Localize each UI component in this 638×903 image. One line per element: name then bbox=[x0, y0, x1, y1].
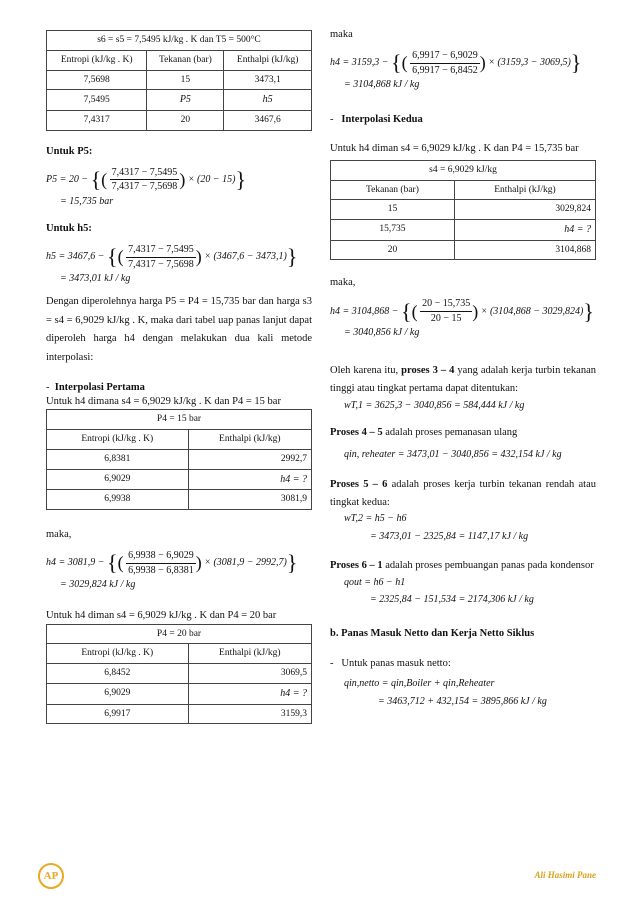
table-cell: 6,9938 bbox=[47, 490, 189, 510]
bullet-dash: - bbox=[46, 381, 55, 393]
result-h4-third: = 3040,856 kJ / kg bbox=[344, 327, 420, 339]
table-cell: 15,735 bbox=[331, 220, 455, 241]
table-s4 bbox=[330, 160, 596, 261]
section-b-heading: b. Panas Masuk Netto dan Kerja Netto Siklus bbox=[330, 627, 535, 639]
fraction bbox=[126, 243, 196, 271]
eq-part: × (20 − 15) bbox=[187, 174, 236, 186]
denominator: 6,9917 − 6,8452 bbox=[412, 64, 478, 76]
text: yang adalah kerja turbin tekanan tinggi atau tingkat pertama dapat ditentukan: bbox=[330, 364, 597, 395]
equation-h5: h5 = 3467,6 − {( $\frac{7,4317 - 7,5495}{7,4317 - 7,5698}$ ) × (3467,6 − 3473,1)} bbox=[46, 244, 298, 270]
table-cell: 6,9917 bbox=[47, 704, 189, 724]
heading-interp1: Interpolasi Pertama bbox=[54, 381, 145, 393]
table-row bbox=[47, 449, 312, 469]
text: adalah proses pemanasan ulang bbox=[385, 427, 518, 439]
table-caption: P4 = 20 bar bbox=[47, 624, 312, 644]
table-cell: 20 bbox=[147, 110, 224, 130]
table-cell: 3473,1 bbox=[224, 70, 312, 90]
interp2-desc: Untuk h4 diman s4 = 6,9029 kJ/kg . K dan P4 = 15,735 bar bbox=[330, 142, 579, 154]
numerator: 20 − 15,735 bbox=[420, 297, 472, 312]
text-bold: proses 3 – 4 bbox=[401, 364, 455, 376]
table-caption: s6 = s5 = 7,5495 kJ/kg . K dan T5 = 500°C bbox=[47, 31, 312, 51]
text-bold: Proses 5 – 6 bbox=[330, 478, 388, 490]
table-header: Enthalpi (kJ/kg) bbox=[188, 644, 311, 664]
equation-h4-third: h4 = 3104,868 − {( $\frac{20 - 15,735}{20 - 15}$ ) × (3104,868 − 3029,824)} bbox=[330, 298, 594, 324]
table-header: Enthalpi (kJ/kg) bbox=[454, 180, 595, 200]
table-cell: 3081,9 bbox=[188, 490, 311, 510]
table-caption: P4 = 15 bar bbox=[47, 410, 312, 430]
table-cell: 6,8452 bbox=[47, 664, 189, 684]
result-wt2: = 3473,01 − 2325,84 = 1147,17 kJ / kg bbox=[370, 530, 529, 542]
table-header: Entropi (kJ/kg . K) bbox=[47, 430, 189, 450]
numerator: 7,4317 − 7,5495 bbox=[126, 243, 196, 258]
section-heading bbox=[330, 113, 596, 127]
table-cell: 20 bbox=[331, 240, 455, 260]
table-cell: 15 bbox=[147, 70, 224, 90]
eq-part: h4 = 3081,9 − bbox=[46, 557, 105, 569]
table-cell: 6,8381 bbox=[47, 449, 189, 469]
table-cell: 6,9029 bbox=[47, 684, 189, 705]
table-cell: h5 bbox=[224, 90, 312, 111]
result-p5: = 15,735 bar bbox=[60, 195, 114, 207]
table-row bbox=[47, 664, 312, 684]
table-cell: h4 = ? bbox=[454, 220, 595, 241]
numerator: 6,9917 − 6,9029 bbox=[410, 49, 480, 64]
table-header: Tekanan (bar) bbox=[147, 50, 224, 70]
table-p15 bbox=[46, 409, 312, 510]
table-cell: 3467,6 bbox=[224, 110, 312, 130]
paragraph-proses61 bbox=[330, 557, 596, 575]
heading-h5: Untuk h5: bbox=[46, 223, 92, 235]
paragraph: Dengan diperolehnya harga P5 = P4 = 15,735 bar dan harga s3 = s4 = 6,9029 kJ/kg . K, maka dari tabel uap panas lanjut dapat diperoleh harga h4 dengan melakukan dua kali metode interpolasi: bbox=[46, 296, 312, 363]
left-column bbox=[46, 30, 312, 724]
heading-p5: Untuk P5: bbox=[46, 145, 93, 157]
table-cell: 3104,868 bbox=[454, 240, 595, 260]
eq-part: h5 = 3467,6 − bbox=[46, 251, 105, 263]
table-cell: 7,5698 bbox=[47, 70, 147, 90]
table-cell: 15 bbox=[331, 200, 455, 220]
denominator: 6,9938 − 6,8381 bbox=[128, 564, 194, 576]
denominator: 7,4317 − 7,5698 bbox=[111, 181, 178, 193]
table-row bbox=[47, 90, 312, 111]
text: adalah proses pembuangan panas pada kondensor bbox=[385, 560, 594, 572]
bullet-dash: - bbox=[330, 114, 342, 126]
interp1-desc: Untuk h4 dimana s4 = 6,9029 kJ/kg . K dan P4 = 15 bar bbox=[46, 396, 281, 408]
result-qout: = 2325,84 − 151,534 = 2174,306 kJ / kg bbox=[370, 594, 534, 606]
author-name: Ali Hasimi Pane bbox=[534, 869, 596, 880]
text-maka: maka bbox=[330, 29, 353, 40]
author-logo: AP bbox=[38, 863, 64, 889]
table-p20 bbox=[46, 624, 312, 725]
bullet-dash: - bbox=[330, 658, 342, 670]
right-column bbox=[330, 28, 596, 708]
table-row bbox=[47, 110, 312, 130]
table-cell: P5 bbox=[147, 90, 224, 111]
paragraph-proses34 bbox=[330, 362, 596, 399]
table-row bbox=[331, 240, 596, 260]
equation-p5: P5 = 20 − {( $\frac{7,4317 - 7,5495}{7,4317 - 7,5698}$ ) × (20 − 15)} bbox=[46, 166, 247, 193]
table-header: Enthalpi (kJ/kg) bbox=[224, 50, 312, 70]
text-maka: maka, bbox=[330, 277, 356, 289]
denominator: 7,4317 − 7,5698 bbox=[128, 258, 194, 270]
interp1b-desc: Untuk h4 diman s4 = 6,9029 kJ/kg . K dan P4 = 20 bar bbox=[46, 610, 277, 622]
numerator: 6,9938 − 6,9029 bbox=[126, 549, 196, 564]
text-maka: maka, bbox=[46, 529, 72, 541]
table-row bbox=[47, 469, 312, 490]
table-cell: 6,9029 bbox=[47, 469, 189, 490]
table-row bbox=[331, 220, 596, 241]
equation-qin-netto: qin,netto = qin,Boiler + qin,Reheater bbox=[344, 678, 495, 690]
fraction bbox=[410, 49, 480, 77]
paragraph-proses56 bbox=[330, 476, 596, 513]
table-entropy-pressure bbox=[46, 30, 312, 131]
numerator: 7,4317 − 7,5495 bbox=[110, 166, 180, 181]
paragraph-proses45 bbox=[330, 426, 596, 440]
table-cell: 7,4317 bbox=[47, 110, 147, 130]
table-header: Tekanan (bar) bbox=[331, 180, 455, 200]
text-bold: Proses 6 – 1 bbox=[330, 560, 383, 572]
heading-interp2: Interpolasi Kedua bbox=[341, 114, 423, 126]
result-h5: = 3473,01 kJ / kg bbox=[60, 272, 131, 284]
eq-part: P5 = 20 − bbox=[46, 174, 89, 186]
result-h4-first: = 3029,824 kJ / kg bbox=[60, 578, 136, 590]
eq-part: × (3104,868 − 3029,824) bbox=[480, 305, 584, 317]
table-header: Enthalpi (kJ/kg) bbox=[188, 430, 311, 450]
table-cell: h4 = ? bbox=[188, 469, 311, 490]
table-row bbox=[47, 490, 312, 510]
table-row bbox=[47, 70, 312, 90]
text-bold: Proses 4 – 5 bbox=[330, 427, 383, 439]
table-cell: 3159,3 bbox=[188, 704, 311, 724]
table-cell: h4 = ? bbox=[188, 684, 311, 705]
result-qin-netto: = 3463,712 + 432,154 = 3895,866 kJ / kg bbox=[378, 695, 547, 707]
equation-qout: qout = h6 − h1 bbox=[344, 576, 406, 588]
eq-part: × (3081,9 − 2992,7) bbox=[204, 557, 287, 569]
equation-qin-reheater: qin, reheater = 3473,01 − 3040,856 = 432,154 kJ / kg bbox=[344, 449, 562, 461]
table-cell: 7,5495 bbox=[47, 90, 147, 111]
equation-wt2: wT,2 = h5 − h6 bbox=[344, 513, 407, 525]
denominator: 20 − 15 bbox=[430, 312, 462, 324]
table-cell: 2992,7 bbox=[188, 449, 311, 469]
fraction bbox=[126, 549, 196, 577]
table-header: Entropi (kJ/kg . K) bbox=[47, 644, 189, 664]
fraction bbox=[110, 166, 180, 194]
section-heading bbox=[46, 381, 312, 395]
bullet-qin bbox=[330, 657, 596, 671]
eq-part: × (3159,3 − 3069,5) bbox=[488, 57, 571, 69]
table-row bbox=[47, 704, 312, 724]
table-cell: 3069,5 bbox=[188, 664, 311, 684]
equation-h4-first: h4 = 3081,9 − {( $\frac{6,9938 - 6,9029}{6,9938 - 6,8381}$ ) × (3081,9 − 2992,7)} bbox=[46, 550, 298, 576]
result-h4-second: = 3104,868 kJ / kg bbox=[344, 78, 420, 90]
fraction bbox=[420, 297, 472, 325]
text: adalah proses kerja turbin tekanan rendah atau tingkat kedua: bbox=[330, 478, 597, 509]
equation-h4-second: h4 = 3159,3 − {( $\frac{6,9917 - 6,9029}{6,9917 - 6,8452}$ ) × (3159,3 − 3069,5)} bbox=[330, 50, 582, 76]
text: Untuk panas masuk netto: bbox=[341, 658, 451, 670]
table-row bbox=[47, 684, 312, 705]
eq-part: h4 = 3104,868 − bbox=[330, 305, 399, 317]
table-cell: 3029,824 bbox=[454, 200, 595, 220]
eq-part: h4 = 3159,3 − bbox=[330, 57, 389, 69]
text: Oleh karena itu, bbox=[330, 364, 399, 376]
equation-wt1: wT,1 = 3625,3 − 3040,856 = 584,444 kJ / kg bbox=[344, 399, 525, 411]
table-row bbox=[331, 200, 596, 220]
table-caption: s4 = 6,9029 kJ/kg bbox=[331, 160, 596, 180]
eq-part: × (3467,6 − 3473,1) bbox=[204, 251, 287, 263]
table-header: Entropi (kJ/kg . K) bbox=[47, 50, 147, 70]
